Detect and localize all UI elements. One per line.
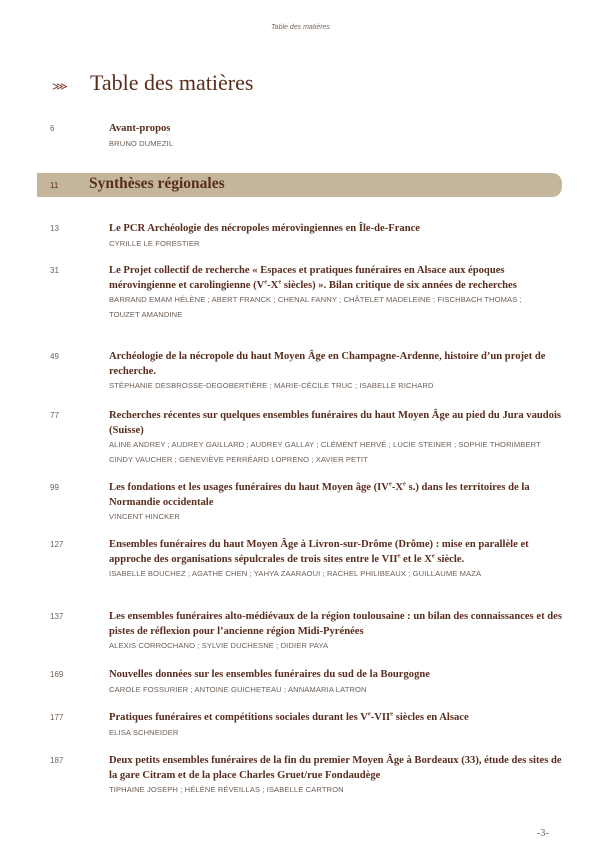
section-title: Synthèses régionales [89, 175, 225, 192]
page-number: 169 [50, 670, 64, 679]
entry-title: Nouvelles données sur les ensembles funéraires du sud de la Bourgogne [109, 669, 430, 680]
page-number: 177 [50, 713, 64, 722]
page-number: 137 [50, 612, 64, 621]
entry-title: Le PCR Archéologie des nécropoles mérovingiennes en Île-de-France [109, 223, 420, 234]
page-number: 13 [50, 224, 59, 233]
page-number: 31 [50, 266, 59, 275]
running-head: Table des matières [271, 24, 330, 31]
page-title: Table des matières [90, 70, 254, 95]
author-line: BARRAND EMAM HÉLÈNE ; ABERT FRANCK ; CHENAL FANNY ; CHÂTELET MADELEINE ; FISCHBACH THOMAS ; [109, 295, 522, 304]
entry-title: Les fondations et les usages funéraires du haut Moyen âge (IVe-Xe s.) dans les territoires de la Normandie occidentale [109, 480, 530, 508]
author-line: ALEXIS CORROCHANO ; SYLVIE DUCHESNE ; DIDIER PAYA [109, 641, 329, 650]
toc-heading [52, 70, 253, 96]
author-line: STÉPHANIE DESBROSSE-DEGOBERTIÈRE ; MARIE-CÉCILE TRUC ; ISABELLE RICHARD [109, 381, 434, 390]
author-line: CYRILLE LE FORESTIER [109, 238, 200, 248]
entry-title: Archéologie de la nécropole du haut Moyen Âge en Champagne-Ardenne, histoire d’un projet de recherche. [109, 351, 546, 377]
entry-title: Recherches récentes sur quelques ensembles funéraires du haut Moyen Âge au pied du Jura vaudois (Suisse) [109, 410, 562, 436]
author-line: CAROLE FOSSURIER ; ANTOINE GUICHETEAU ; ANNAMARIA LATRON [109, 684, 367, 694]
section-header[interactable] [37, 173, 562, 197]
author-line: ALINE ANDREY ; AUDREY GAILLARD ; AUDREY GALLAY ; CLÉMENT HERVÉ ; LUCIE STEINER ; SOPHIE THORIMBERT [109, 440, 541, 449]
entry-authors [109, 639, 564, 654]
page-number: 49 [50, 352, 59, 361]
entry-title: Ensembles funéraires du haut Moyen Âge à Livron-sur-Drôme (Drôme) : mise en parallèle et approche des organisations sépulcrales de trois sites entre le VIIe et le Xe siècle. [109, 539, 529, 565]
entry-authors [109, 783, 564, 798]
author-line: CINDY VAUCHER ; GENEVIÈVE PERRÉARD LOPRENO ; XAVIER PETIT [109, 454, 368, 464]
page-folio: -3- [537, 828, 549, 839]
chevrons-icon: ⋙ [52, 80, 66, 93]
author-line: ISABELLE BOUCHEZ ; AGATHE CHEN ; YAHYA ZAARAOUI ; RACHEL PHILIBEAUX ; GUILLAUME MAZA [109, 569, 482, 578]
author-line: ELISA SCHNEIDER [109, 727, 179, 737]
author-line: TOUZET AMANDINE [109, 309, 183, 319]
entry-authors [109, 683, 564, 698]
entry-title: Deux petits ensembles funéraires de la fin du premier Moyen Âge à Bordeaux (33), étude des sites de la gare Citram et de la place Charles Gruet/rue Fondaudège [109, 755, 562, 781]
entry-authors: BRUNO DUMEZIL [109, 138, 174, 148]
entry-authors [109, 237, 564, 252]
entry-authors [109, 379, 564, 394]
page-number: 187 [50, 756, 64, 765]
entry-title: Le Projet collectif de recherche « Espaces et pratiques funéraires en Alsace aux époques mérovingienne et carolingienne (Ve-Xe siècles) ». Bilan critique de six années de recherches [109, 265, 517, 291]
section-page-number: 11 [50, 181, 59, 190]
entry-title: Avant-propos [109, 123, 171, 134]
entry-authors [109, 726, 564, 741]
page-number: 77 [50, 411, 59, 420]
entry-authors [109, 438, 564, 467]
page-number: 6 [50, 124, 55, 133]
entry-authors [109, 567, 564, 582]
entry-title: Les ensembles funéraires alto-médiévaux de la région toulousaine : un bilan des connaissances et des pistes de réflexion pour l’ancienne région Midi-Pyrénées [109, 611, 562, 637]
entry-authors [109, 510, 564, 525]
entry-authors [109, 293, 564, 322]
page-number: 99 [50, 483, 59, 492]
page-number: 127 [50, 540, 64, 549]
entry-title: Pratiques funéraires et compétitions sociales durant les Ve-VIIe siècles en Alsace [109, 710, 469, 723]
author-line: VINCENT HINCKER [109, 512, 180, 521]
author-line: TIPHAINE JOSEPH ; HÉLÈNE RÉVEILLAS ; ISABELLE CARTRON [109, 785, 344, 794]
